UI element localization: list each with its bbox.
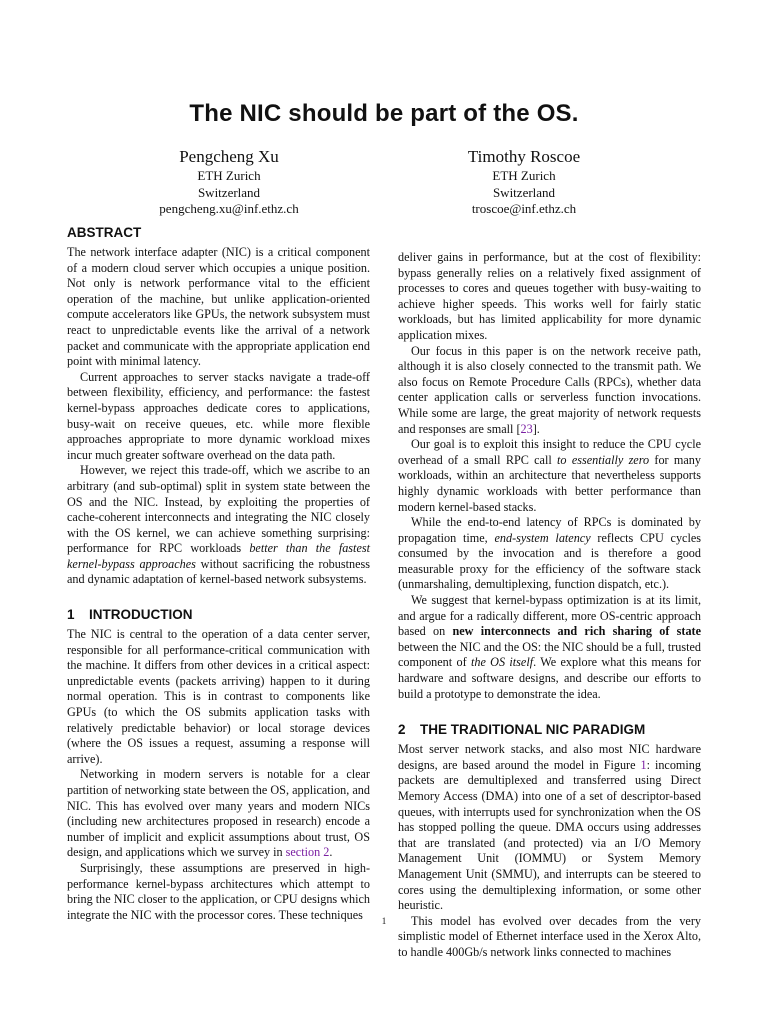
- author-name: Timothy Roscoe: [467, 147, 581, 166]
- section-title: INTRODUCTION: [89, 607, 193, 623]
- text-span: Our goal is to exploit this insight to reduce the CPU cycle overhead of a small RPC call: [398, 437, 701, 467]
- intro-paragraph-5: [398, 437, 701, 515]
- section-2-heading: [398, 721, 701, 738]
- emphasis-text: end-system latency: [494, 530, 591, 545]
- text-span: without sacrificing the robustness and dynamic adaptation of kernel-based network subsystems.: [67, 556, 370, 587]
- text-span: We suggest that kernel-bypass optimization is at its limit, and argue for a radically different, more OS-centric approach based on: [398, 593, 701, 639]
- text-span: ].: [532, 421, 540, 436]
- text-span: While the end-to-end latency of RPCs is dominated by propagation time,: [398, 515, 701, 545]
- right-column: [398, 250, 701, 961]
- text-span: for many workloads, within an architecture that nevertheless supports highly dynamic workloads with better performance than modern kernel-based stacks.: [398, 452, 701, 514]
- abstract-paragraph-1: The network interface adapter (NIC) is a critical component of a modern cloud server which occupies a unique position. Not only is network performance vital to the efficient operation of the machine, but unlike application-oriented compute accelerators like GPUs, the network subsystem must react to unpredictable events like the arrival of a network packet and communicate with the appropriate application end point with minimal latency.: [67, 245, 370, 369]
- intro-paragraph-1: The NIC is central to the operation of a data center server, responsible for all performance-critical communication with the machine. It differs from other devices in a critical aspect: unpredictable events (packets arriving) happen to it during normal operation. This is in contrast to components like GPUs (to which the OS submits application tasks with relatively predictable behavior) or local storage devices (where the OS issues a request, assuming a response will arrive).: [67, 627, 370, 766]
- text-span: Our focus in this paper is on the network receive path, although it is also closely connected to the transmit path. We also focus on Remote Procedure Calls (RPCs), whether data center application calls or serverless function invocations. While some are large, the great majority of network requests and responses are small [: [398, 343, 701, 436]
- text-span: Networking in modern servers is notable for a clear partition of networking state between the OS, application, and NIC. This has evolved over many years and modern NICs (including new architectures proposed in research) encode a number of implicit and explicit assumptions about trust, OS design, and applications which we survey in: [67, 767, 370, 860]
- author-name: Pengcheng Xu: [179, 147, 279, 166]
- emphasis-text: better than the fastest kernel-bypass approaches: [67, 541, 370, 571]
- text-span: Most server network stacks, and also most NIC hardware designs, are based around the model in Figure: [398, 742, 701, 772]
- author-email: troscoe@inf.ethz.ch: [471, 201, 577, 216]
- author-country: Switzerland: [197, 184, 261, 200]
- intro-paragraph-6: [398, 515, 701, 593]
- text-span: However, we reject this trade-off, which we ascribe to an arbitrary (and sub-optimal) split in system state between the OS and the NIC. Instead, by exploiting the properties of cache-coherent interconnects and integrating the NIC closely with the OS kernel, we can achieve something surprising: performance for RPC workloads: [67, 463, 370, 556]
- section-2-link[interactable]: section 2: [285, 845, 330, 860]
- section-number: 1: [67, 607, 75, 623]
- page-number: 1: [381, 916, 387, 926]
- text-span: reflects CPU cycles consumed by the invocation and is therefore a good measurable proxy for the efficiency of the software stack (unmarshaling, demultiplexing, function dispatch, etc.).: [398, 530, 701, 592]
- intro-paragraph-7: [398, 593, 701, 702]
- author-country: Switzerland: [492, 184, 556, 200]
- emphasis-text: the OS itself: [470, 655, 534, 670]
- section-2-paragraph-1: [398, 742, 701, 914]
- text-span: : incoming packets are demultiplexed and transferred using Direct Memory Access (DMA) into one of a set of descriptor-based queues, with interrupts used for synchronization when the OS has stopped polling the queue. DMA occurs using addresses that are translated (and protected) via an I/O Memory Management Unit (IOMMU) or System Memory Management Unit (SMMU), and interrupts can be steered to cores using the demultiplexing information, or some other heuristic.: [398, 757, 701, 913]
- left-column: [67, 224, 370, 923]
- paper-title: The NIC should be part of the OS.: [189, 100, 579, 127]
- bold-text: new interconnects and rich sharing of state: [452, 624, 702, 639]
- citation-link-23[interactable]: 23: [520, 421, 533, 436]
- section-title: THE TRADITIONAL NIC PARADIGM: [420, 722, 646, 738]
- intro-paragraph-3: Surprisingly, these assumptions are preserved in high-performance kernel-bypass architectures which attempt to bring the NIC closer to the application, or CPU designs which integrate the NIC with the processor cores. These techniques: [67, 860, 370, 922]
- author-affiliation: ETH Zurich: [197, 168, 261, 183]
- author-block-2: [404, 146, 644, 218]
- abstract-paragraph-3: [67, 463, 370, 588]
- author-email: pengcheng.xu@inf.ethz.ch: [159, 201, 299, 216]
- intro-paragraph-4: [398, 344, 701, 438]
- intro-paragraph-2: [67, 767, 370, 861]
- section-number: 2: [398, 722, 406, 738]
- section-2-paragraph-2: This model has evolved over decades from the very simplistic model of Ethernet interface used in the Xerox Alto, to handle 400Gb/s network links connected to machines: [398, 913, 701, 959]
- author-affiliation: ETH Zurich: [492, 168, 556, 183]
- text-span: between the NIC and the OS: the NIC should be a full, trusted component of: [398, 639, 701, 670]
- intro-paragraph-continued: deliver gains in performance, but at the cost of flexibility: bypass generally relies on a relatively fixed assignment of processes to cores and queues together with busy-waiting to achieve higher speeds. This works well for fairly static workloads, but has limited applicability for more dynamic application mixes.: [398, 250, 701, 342]
- abstract-heading: ABSTRACT: [67, 225, 142, 240]
- figure-1-link[interactable]: 1: [640, 757, 647, 772]
- text-span: . We explore what this means for hardware and software designs, and describe our efforts to build a prototype to demonstrate the idea.: [398, 655, 702, 701]
- abstract-paragraph-2: Current approaches to server stacks navigate a trade-off between flexibility, efficiency, and performance: the fastest kernel-bypass approaches dedicate cores to applications, busy-wait on receive queues, etc. while more flexible approaches appropriate to more dynamic workload mixes incur much greater software overhead on the data path.: [67, 369, 370, 462]
- section-1-heading: [67, 606, 370, 623]
- emphasis-text: to essentially zero: [557, 452, 650, 467]
- text-span: .: [329, 845, 333, 860]
- author-block-1: [109, 146, 349, 218]
